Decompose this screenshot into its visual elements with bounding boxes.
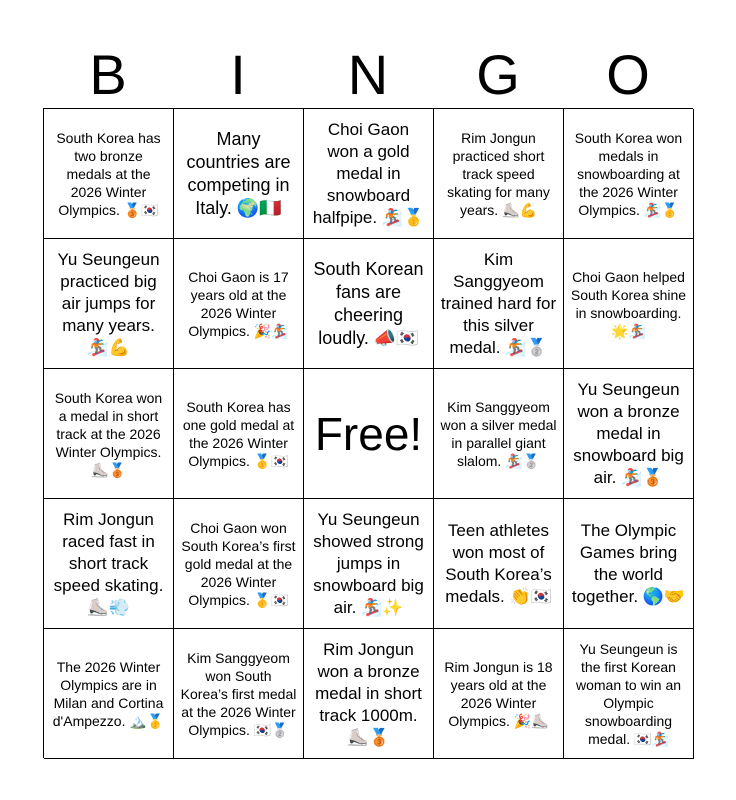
bingo-cell[interactable] (434, 499, 564, 629)
cell-text: Kim Sanggyeom trained hard for this silver medal. 🏂🥈 (440, 249, 557, 357)
cell-text: South Korean fans are cheering loudly. 📣🇰🇷 (313, 258, 424, 348)
bingo-cell[interactable] (304, 109, 434, 239)
header-letter-g: G (476, 43, 520, 106)
bingo-cell[interactable] (304, 629, 434, 759)
bingo-cell[interactable] (564, 499, 694, 629)
bingo-cell[interactable] (434, 239, 564, 369)
free-space-cell[interactable] (304, 369, 434, 499)
bingo-cell[interactable] (174, 369, 304, 499)
cell-text: Choi Gaon is 17 years old at the 2026 Winter Olympics. 🎉🏂 (188, 268, 289, 339)
cell-text: Rim Jongun won a bronze medal in short track 1000m. ⛸️🥉 (315, 639, 422, 747)
cell-text: Yu Seungeun practiced big air jumps for many years. 🏂💪 (57, 249, 160, 357)
bingo-cell[interactable] (174, 109, 304, 239)
cell-text: Kim Sanggyeom won a silver medal in parallel giant slalom. 🏂🥈 (440, 398, 557, 469)
header-letter-o: O (606, 43, 650, 106)
cell-text: Teen athletes won most of South Korea’s medals. 👏🇰🇷 (445, 520, 552, 606)
bingo-cell[interactable] (44, 109, 174, 239)
cell-text: South Korea won a medal in short track at the 2026 Winter Olympics. ⛸️🥉 (54, 389, 163, 478)
bingo-header (43, 42, 693, 108)
bingo-cell[interactable] (564, 239, 694, 369)
bingo-cell[interactable] (44, 499, 174, 629)
cell-text: Rim Jongun practiced short track speed skating for many years. ⛸️💪 (447, 129, 550, 218)
cell-text: Choi Gaon won a gold medal in snowboard halfpipe. 🏂🥇 (312, 119, 425, 227)
cell-text: South Korea has two bronze medals at the 2026 Winter Olympics. 🥉🇰🇷 (56, 129, 161, 218)
bingo-cell[interactable] (434, 109, 564, 239)
bingo-cell[interactable] (44, 369, 174, 499)
bingo-cell[interactable] (44, 629, 174, 759)
bingo-cell[interactable] (564, 369, 694, 499)
bingo-cell[interactable] (434, 369, 564, 499)
header-letter-b: B (89, 43, 127, 106)
cell-text: Rim Jongun raced fast in short track speed skating. ⛸️💨 (53, 509, 164, 617)
cell-text: South Korea has one gold medal at the 2026 Winter Olympics. 🥇🇰🇷 (182, 398, 295, 469)
bingo-cell[interactable] (564, 629, 694, 759)
bingo-cell[interactable] (174, 499, 304, 629)
header-letter-n: N (347, 43, 389, 106)
cell-text: South Korea won medals in snowboarding at the 2026 Winter Olympics. 🏂🥇 (574, 129, 683, 218)
cell-text: Yu Seungeun showed strong jumps in snowboard big air. 🏂✨ (313, 509, 424, 617)
bingo-cell[interactable] (44, 239, 174, 369)
cell-text: The Olympic Games bring the world together. 🌎🤝 (571, 520, 686, 606)
cell-text: Rim Jongun is 18 years old at the 2026 Winter Olympics. 🎉⛸️ (444, 658, 553, 729)
bingo-cell[interactable] (174, 629, 304, 759)
header-letter-i: I (230, 43, 246, 106)
free-space-label: Free! (314, 407, 423, 460)
bingo-cell[interactable] (564, 109, 694, 239)
cell-text: Yu Seungeun won a bronze medal in snowboard big air. 🏂🥉 (573, 379, 684, 487)
bingo-grid (43, 108, 693, 758)
cell-text: Many countries are competing in Italy. 🌍🇮🇹 (186, 128, 291, 218)
cell-text: Choi Gaon helped South Korea shine in snowboarding. 🌟🏂 (570, 268, 687, 339)
cell-text: Yu Seungeun is the first Korean woman to win an Olympic snowboarding medal. 🇰🇷🏂 (575, 640, 682, 747)
cell-text: Choi Gaon won South Korea’s first gold medal at the 2026 Winter Olympics. 🥇🇰🇷 (181, 519, 296, 608)
bingo-cell[interactable] (434, 629, 564, 759)
bingo-cell[interactable] (174, 239, 304, 369)
cell-text: Kim Sanggyeom won South Korea’s first medal at the 2026 Winter Olympics. 🇰🇷🥈 (180, 649, 297, 738)
cell-text: The 2026 Winter Olympics are in Milan and Cortina d'Ampezzo. 🏔️🥇 (52, 658, 165, 729)
bingo-cell[interactable] (304, 499, 434, 629)
bingo-cell[interactable] (304, 239, 434, 369)
